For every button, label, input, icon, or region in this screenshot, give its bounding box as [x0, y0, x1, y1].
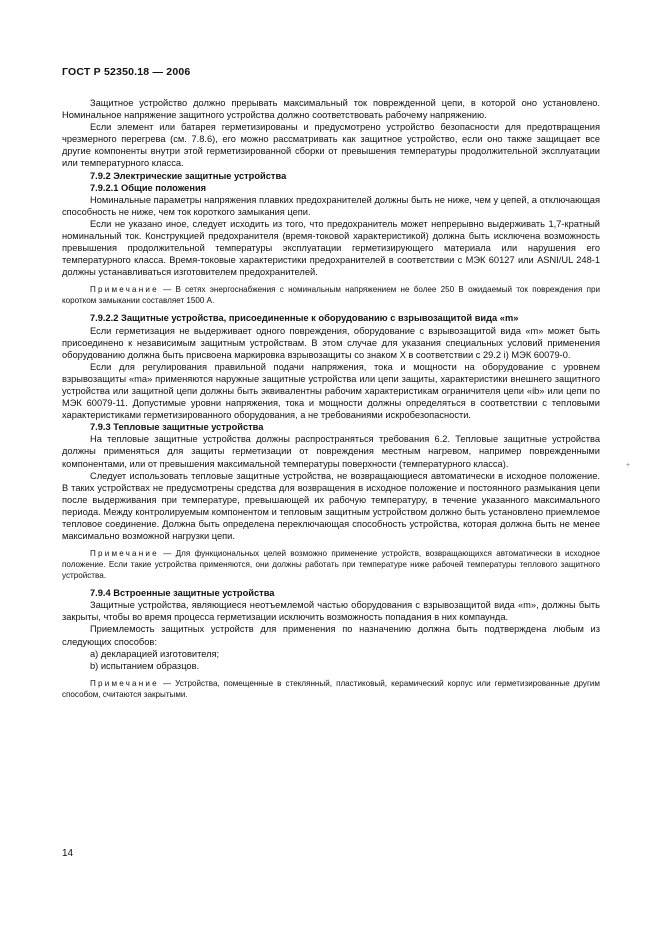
section-heading: 7.9.2 Электрические защитные устройства — [90, 170, 287, 181]
note-text: — Для функциональных целей возможно применение устройств, возвращающихся автоматически в исходное положение. Если такие устройства применяются, они должны работать при температуре ниже рабочей температуры теплового защитного устройства. — [62, 549, 600, 581]
page-number: 14 — [62, 848, 74, 859]
paragraph: Если элемент или батарея герметизированы и предусмотрено устройство безопасности для предотвращения чрезмерного перегрева (см. 7.8.6), его можно рассматривать как защитное устройство, если оно также защищает все другие компоненты внутри этой герметизированной сборки от превышения температуры продолжительной эксплуатации или температурного класса. — [62, 122, 600, 169]
note-label: Примечание — [90, 678, 159, 688]
paragraph: Защитное устройство должно прерывать максимальный ток поврежденной цепи, в которой оно установлено. Номинальное напряжение защитного устройства должно соответствовать рабочему напряжению. — [62, 98, 600, 121]
paragraph: Защитные устройства, являющиеся неотъемлемой частью оборудования с взрывозащитой вида «m», должны быть закрыты, чтобы во время процесса герметизации исключить возможность попадания в них компаунда. — [62, 600, 600, 623]
note-text: — В сетях энергоснабжения с номинальным напряжением не более 250 В ожидаемый ток повреждения при коротком замыкании составляет 1500 А. — [62, 285, 600, 306]
subsection-heading: 7.9.2.2 Защитные устройства, присоединенные к оборудованию с взрывозащитой вида «m» — [90, 313, 519, 324]
section-heading: 7.9.4 Встроенные защитные устройства — [90, 588, 275, 599]
paragraph: Если герметизация не выдерживает одного повреждения, оборудование с взрывозащитой вида «m» может быть присоединено к независимым защитным устройствам. В этом случае для указания специальных условий применения оборудованию должна быть присвоена маркировка взрывозащиты со знаком X в соответствии с 29.2 i) МЭК 60079-0. — [62, 325, 600, 360]
note-text: — Устройства, помещенные в стеклянный, пластиковый, керамический корпус или герметизированные другим способом, считаются закрытыми. — [62, 678, 600, 699]
list-item: b) испытанием образцов. — [90, 660, 200, 671]
list-item: a) декларацией изготовителя; — [90, 648, 220, 659]
document-body — [62, 97, 600, 706]
note — [62, 284, 600, 306]
paragraph: Если не указано иное, следует исходить из того, что предохранитель может непрерывно выдерживать 1,7-кратный номинальный ток. Конструкцией предохранителя (время-токовой характеристикой) должна быть исключена возможность превышения продолжительной температуры эксплуатации герметизирующего материала или нарушения его температурного класса. Время-токовые характеристики предохранителей в соответствии с МЭК 60127 или ASNI/UL 248-1 должны устанавливаться изготовителем предохранителей. — [62, 218, 600, 278]
note — [62, 548, 600, 581]
note — [62, 678, 600, 700]
paragraph: На тепловые защитные устройства должны распространяться требования 6.2. Тепловые защитные устройства должны применяться для защиты герметизации от повреждения местным нагревом, например поврежденными компонентами, или от превышения максимальной температуры поверхности (температурного класса). — [62, 434, 600, 469]
note-label: Примечание — [90, 549, 159, 559]
document-header: ГОСТ Р 52350.18 — 2006 — [62, 66, 191, 78]
margin-mark: + — [626, 462, 631, 469]
paragraph: Если для регулирования правильной подачи напряжения, тока и мощности на оборудование с уровнем взрывозащиты «ma» применяются наружные защитные устройства или цепи защиты, характеристики внешнего защитного устройства или защитной цепи должны быть эквивалентны рабочим характеристикам ограничителя цепи «ib» или цепи по МЭК 60079-11. Допустимые уровни напряжения, тока и мощности должны определяться в соответствии с тепловыми характеристиками герметизированного оборудования, а не требованиями искробезопасности. — [62, 361, 600, 421]
paragraph: Номинальные параметры напряжения плавких предохранителей должны быть не ниже, чем у цепей, а отключающая способность не ниже, чем ток короткого замыкания цепи. — [62, 194, 600, 217]
paragraph: Следует использовать тепловые защитные устройства, не возвращающиеся автоматически в исходное положение. В таких устройствах не предусмотрены средства для возвращения в исходное положение и постоянного размыкания цепи после выдерживания при температуре, превышающей их рабочую температуру, в течение указанного максимального периода. Между контролируемым компонентом и тепловым защитным устройством должно быть установлено приемлемое тепловое соединение. Должна быть определена переключающая способность устройства, которая должна быть не менее максимально возможной нагрузки цепи. — [62, 470, 600, 542]
subsection-heading: 7.9.2.1 Общие положения — [90, 182, 207, 193]
paragraph: Приемлемость защитных устройств для применения по назначению должна быть подтверждена любым из следующих способов: — [62, 624, 600, 647]
note-label: Примечание — [90, 285, 159, 295]
section-heading: 7.9.3 Тепловые защитные устройства — [90, 422, 264, 433]
